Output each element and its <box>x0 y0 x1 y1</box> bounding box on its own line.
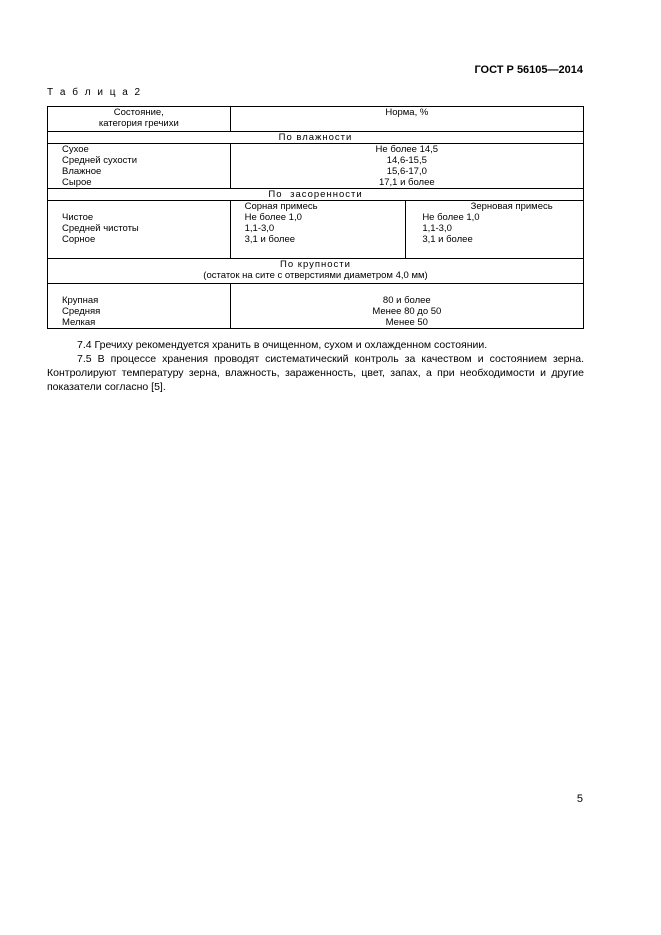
col2-header: Норма, % <box>230 107 583 132</box>
list-item: Сырое <box>62 177 92 188</box>
paragraph-7-5: 7.5 В процессе хранения проводят систематический контроль за качеством и состоянием зерна. Контролируют температуру зерна, влажность, зараженность, цвет, запах, а при необходимости и другие показатели согласно [5]. <box>47 353 584 393</box>
section-humidity-rows <box>48 144 584 189</box>
paragraph-7-4: 7.4 Гречиху рекомендуется хранить в очищенном, сухом и охлажденном состоянии. <box>77 339 488 351</box>
section-size-heading: По крупности <box>280 259 351 270</box>
list-item: 1,1-3,0 <box>422 223 452 234</box>
section-size-title-row <box>48 259 584 284</box>
list-item: 80 и более <box>382 295 431 306</box>
section-contamination-title: По засоренности <box>48 189 584 201</box>
col1-header <box>48 107 231 132</box>
col1-header-line1: Состояние, <box>113 107 164 118</box>
list-item: Средней сухости <box>62 155 138 166</box>
list-item: Менее 50 <box>385 317 428 328</box>
col1-header-line2: категория гречихи <box>98 118 179 129</box>
section-size-rows <box>48 284 584 329</box>
list-item: Не более 1,0 <box>244 212 302 223</box>
grain-header: Зерновая примесь <box>470 201 553 212</box>
list-item: Менее 80 до 50 <box>372 306 442 317</box>
page-number: 5 <box>576 793 583 805</box>
table-header-row <box>48 107 584 132</box>
list-item: 3,1 и более <box>422 234 473 245</box>
size-values <box>230 284 583 329</box>
humidity-names <box>48 144 231 189</box>
section-humidity-title: По влажности <box>48 132 584 144</box>
section-contamination-rows <box>48 201 584 259</box>
contamination-values <box>230 201 583 259</box>
list-item: Средней чистоты <box>62 223 139 234</box>
section-size-title <box>48 259 584 284</box>
section-contamination-title-row <box>48 189 584 201</box>
document-standard-number: ГОСТ Р 56105—2014 <box>474 64 583 76</box>
list-item: 15,6-17,0 <box>386 166 427 177</box>
list-item: 3,1 и более <box>244 234 296 245</box>
section-size-subtitle: (остаток на сите с отверстиями диаметром 4,0 мм) <box>203 270 428 281</box>
list-item: Крупная <box>62 295 99 306</box>
list-item: Не более 14,5 <box>375 144 439 155</box>
contamination-names <box>48 201 231 259</box>
table-caption: Т а б л и ц а 2 <box>47 87 143 98</box>
list-item: 17,1 и более <box>378 177 435 188</box>
list-item: Чистое <box>62 212 94 223</box>
list-item: Не более 1,0 <box>422 212 480 223</box>
list-item: Сухое <box>62 144 89 155</box>
weed-header: Сорная примесь <box>244 201 318 212</box>
list-item: Влажное <box>62 166 102 177</box>
list-item: 14,6-15,5 <box>386 155 427 166</box>
norms-table <box>47 106 584 329</box>
body-text <box>47 338 584 394</box>
list-item: 1,1-3,0 <box>244 223 275 234</box>
grain-column <box>406 201 583 258</box>
section-humidity-title-row <box>48 132 584 144</box>
weed-column <box>231 201 407 258</box>
list-item: Сорное <box>62 234 96 245</box>
list-item: Средняя <box>62 306 101 317</box>
size-names <box>48 284 231 329</box>
list-item: Мелкая <box>62 317 96 328</box>
humidity-values <box>230 144 583 189</box>
